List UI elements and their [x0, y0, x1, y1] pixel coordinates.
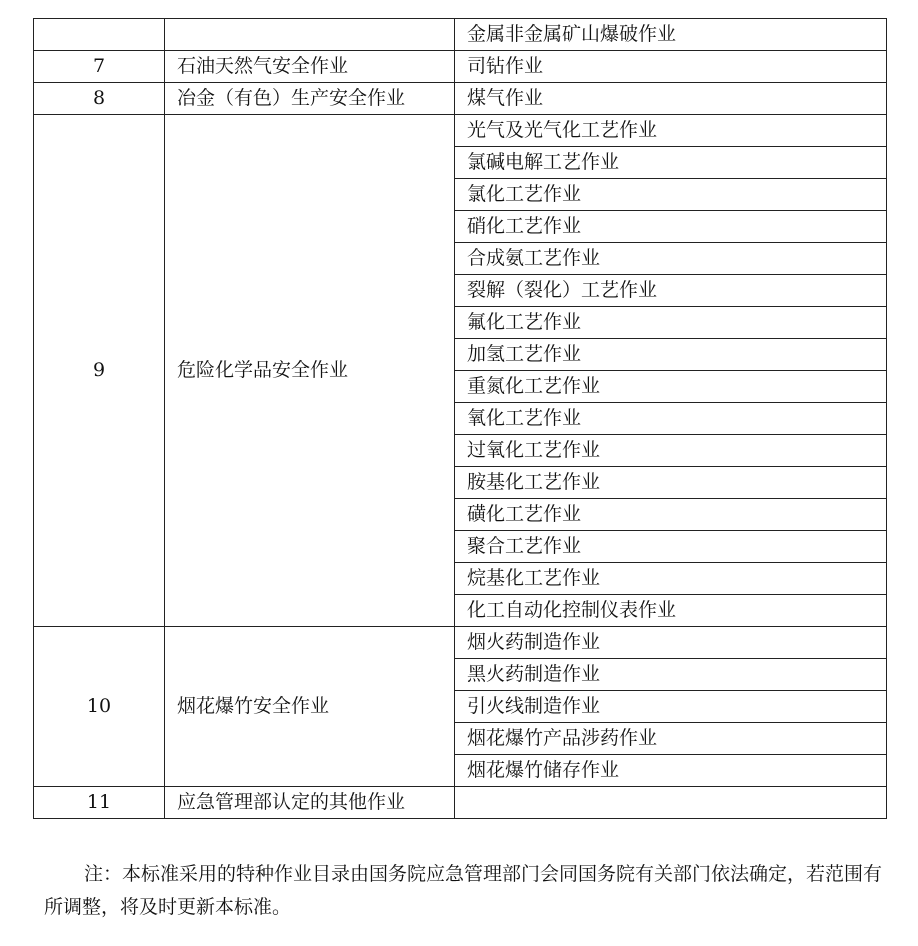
operation-cell: 硝化工艺作业 — [455, 211, 887, 243]
operation-cell — [455, 787, 887, 819]
operation-cell: 聚合工艺作业 — [455, 531, 887, 563]
footnote: 注：本标准采用的特种作业目录由国务院应急管理部门会同国务院有关部门依法确定，若范围有所调整，将及时更新本标准。 — [44, 863, 883, 918]
operation-cell: 磺化工艺作业 — [455, 499, 887, 531]
operation-cell: 氟化工艺作业 — [455, 307, 887, 339]
operation-cell: 裂解（裂化）工艺作业 — [455, 275, 887, 307]
operation-cell: 胺基化工艺作业 — [455, 467, 887, 499]
row-number: 11 — [34, 787, 165, 819]
category-cell: 冶金（有色）生产安全作业 — [165, 83, 455, 115]
operation-cell: 引火线制造作业 — [455, 691, 887, 723]
operation-cell: 煤气作业 — [455, 83, 887, 115]
operation-cell: 合成氨工艺作业 — [455, 243, 887, 275]
special-operations-table — [33, 18, 887, 819]
category-cell: 石油天然气安全作业 — [165, 51, 455, 83]
table-row — [34, 51, 887, 83]
operation-cell: 氯碱电解工艺作业 — [455, 147, 887, 179]
table-row — [34, 787, 887, 819]
table-row — [34, 627, 887, 659]
row-number: 7 — [34, 51, 165, 83]
category-cell — [165, 19, 455, 51]
row-number: 9 — [34, 115, 165, 627]
row-number: 10 — [34, 627, 165, 787]
catalog-table-wrapper — [33, 18, 887, 819]
operation-cell: 过氧化工艺作业 — [455, 435, 887, 467]
row-number: 8 — [34, 83, 165, 115]
table-row — [34, 115, 887, 147]
operation-cell: 黑火药制造作业 — [455, 659, 887, 691]
operation-cell: 烷基化工艺作业 — [455, 563, 887, 595]
operation-cell: 烟花爆竹产品涉药作业 — [455, 723, 887, 755]
operation-cell: 化工自动化控制仪表作业 — [455, 595, 887, 627]
operation-cell: 氧化工艺作业 — [455, 403, 887, 435]
operation-cell: 烟火药制造作业 — [455, 627, 887, 659]
category-cell: 危险化学品安全作业 — [165, 115, 455, 627]
operation-cell: 氯化工艺作业 — [455, 179, 887, 211]
operation-cell: 光气及光气化工艺作业 — [455, 115, 887, 147]
operation-cell: 烟花爆竹储存作业 — [455, 755, 887, 787]
operation-cell: 加氢工艺作业 — [455, 339, 887, 371]
row-number — [34, 19, 165, 51]
category-cell: 烟花爆竹安全作业 — [165, 627, 455, 787]
category-cell: 应急管理部认定的其他作业 — [165, 787, 455, 819]
operation-cell: 金属非金属矿山爆破作业 — [455, 19, 887, 51]
operation-cell: 重氮化工艺作业 — [455, 371, 887, 403]
operation-cell: 司钻作业 — [455, 51, 887, 83]
table-row — [34, 83, 887, 115]
table-row — [34, 19, 887, 51]
